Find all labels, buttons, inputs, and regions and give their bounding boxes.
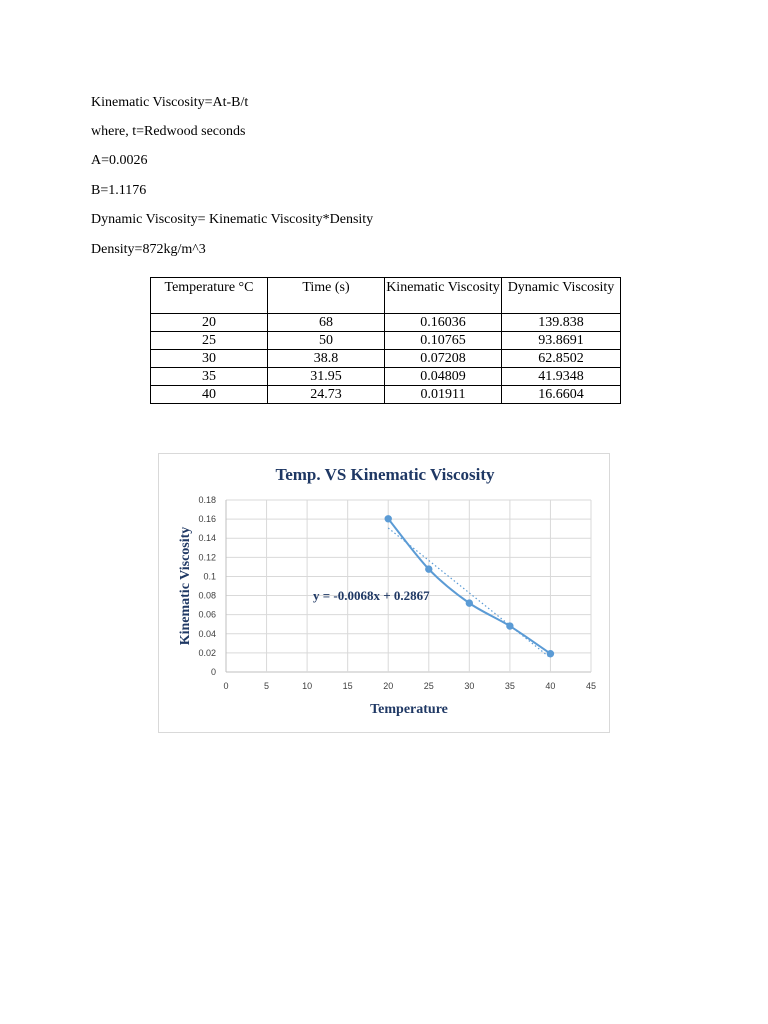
y-tick-label: 0.14 (198, 533, 216, 544)
x-axis-ticks (223, 681, 596, 691)
cell-dynamic: 139.838 (502, 314, 621, 332)
cell-kinematic: 0.04809 (385, 368, 502, 386)
y-tick-label: 0.1 (203, 571, 216, 582)
cell-dynamic: 93.8691 (502, 332, 621, 350)
cell-temperature: 40 (151, 386, 268, 404)
trendline-equation: y = -0.0068x + 0.2867 (313, 588, 430, 603)
y-axis-label: Kinematic Viscosity (178, 526, 193, 646)
cell-dynamic: 41.9348 (502, 368, 621, 386)
y-tick-label: 0.02 (198, 647, 216, 658)
y-tick-label: 0.06 (198, 609, 216, 620)
table-row (151, 314, 621, 332)
x-tick-label: 5 (264, 681, 270, 691)
data-point (547, 651, 553, 657)
x-tick-label: 40 (545, 681, 556, 691)
y-tick-label: 0.18 (198, 495, 216, 505)
b-value-line: B=1.1176 (91, 183, 147, 198)
cell-kinematic: 0.10765 (385, 332, 502, 350)
x-tick-label: 45 (585, 681, 597, 691)
cell-temperature: 20 (151, 314, 268, 332)
cell-dynamic: 16.6604 (502, 386, 621, 404)
y-axis-ticks (198, 495, 216, 677)
cell-kinematic: 0.07208 (385, 350, 502, 368)
a-value-line: A=0.0026 (91, 153, 148, 168)
cell-kinematic: 0.01911 (385, 386, 502, 404)
cell-temperature: 25 (151, 332, 268, 350)
density-line: Density=872kg/m^3 (91, 242, 206, 257)
dynamic-formula-line: Dynamic Viscosity= Kinematic Viscosity*Density (91, 212, 374, 227)
cell-kinematic: 0.16036 (385, 314, 502, 332)
chart-title: Temp. VS Kinematic Viscosity (275, 465, 495, 484)
x-tick-label: 15 (342, 681, 353, 691)
y-tick-label: 0.12 (198, 552, 216, 563)
viscosity-table (150, 277, 621, 404)
chart-container (158, 453, 610, 733)
data-point (385, 516, 391, 522)
data-point (466, 600, 472, 606)
y-tick-label: 0.04 (198, 628, 216, 639)
x-tick-label: 25 (423, 681, 434, 691)
data-point (507, 623, 513, 629)
header-dynamic-viscosity: Dynamic Viscosity (502, 278, 621, 314)
x-tick-label: 35 (504, 681, 515, 691)
table-row (151, 332, 621, 350)
y-tick-label: 0.16 (198, 514, 216, 525)
header-temperature: Temperature °C (151, 278, 268, 314)
where-line: where, t=Redwood seconds (91, 124, 246, 139)
x-tick-label: 20 (383, 681, 394, 691)
cell-time: 31.95 (268, 368, 385, 386)
formula-line: Kinematic Viscosity=At-B/t (91, 95, 249, 110)
table-row (151, 386, 621, 404)
header-time: Time (s) (268, 278, 385, 314)
x-axis-label: Temperature (370, 702, 448, 717)
cell-temperature: 30 (151, 350, 268, 368)
x-tick-label: 30 (464, 681, 475, 691)
data-point (426, 566, 432, 572)
cell-time: 50 (268, 332, 385, 350)
x-tick-label: 0 (223, 681, 229, 691)
table-row (151, 368, 621, 386)
header-kinematic-viscosity: Kinematic Viscosity (385, 278, 502, 314)
cell-temperature: 35 (151, 368, 268, 386)
viscosity-chart (159, 454, 609, 732)
y-tick-label: 0.08 (198, 590, 216, 601)
y-tick-label: 0 (210, 667, 216, 677)
cell-time: 68 (268, 314, 385, 332)
table-header-row (151, 278, 621, 314)
cell-time: 24.73 (268, 386, 385, 404)
x-tick-label: 10 (302, 681, 313, 691)
table-row (151, 350, 621, 368)
cell-time: 38.8 (268, 350, 385, 368)
cell-dynamic: 62.8502 (502, 350, 621, 368)
